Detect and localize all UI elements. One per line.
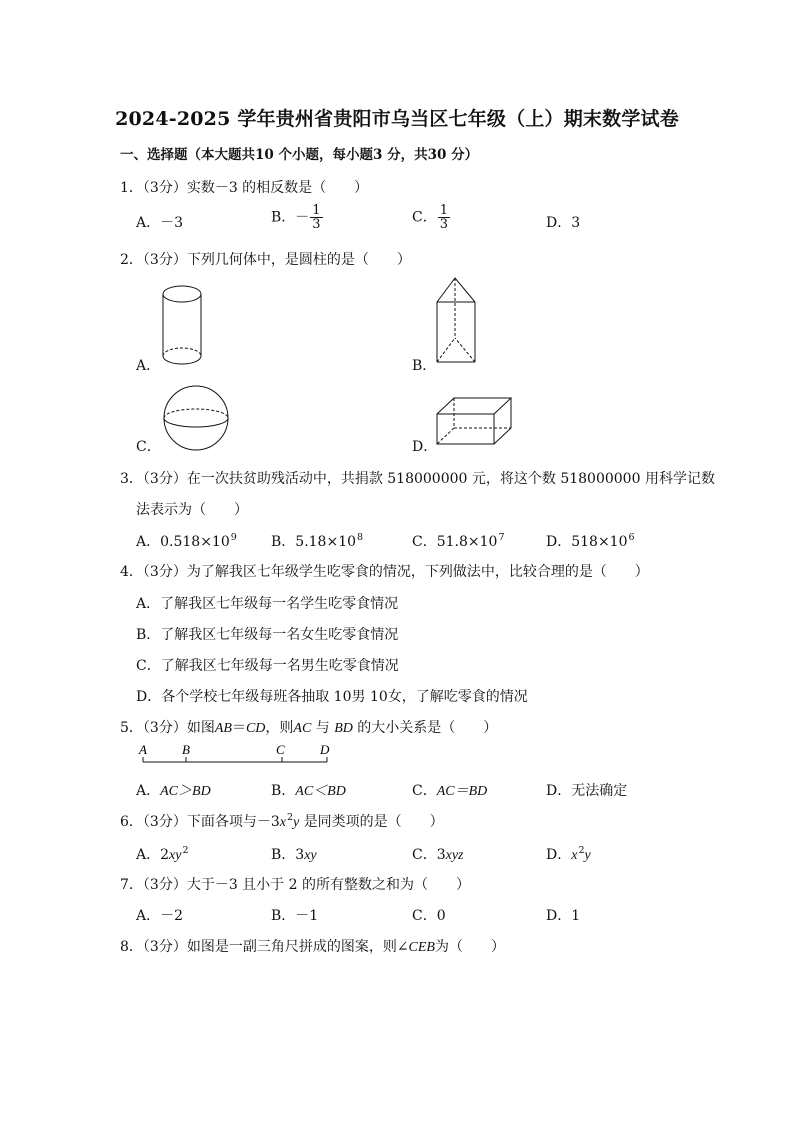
q5-c-math: AC＝BD [436, 784, 488, 799]
q4-option-a: A．了解我区七年级每一名学生吃零食情况 [136, 596, 399, 612]
q6-var-y: y [293, 815, 300, 830]
q5-option-c [412, 780, 487, 800]
q5-option-d: D．无法确定 [546, 783, 628, 799]
q1-option-d: D．3 [546, 215, 581, 231]
q6-d-var-y: y [584, 848, 591, 863]
q3-b-exponent: 8 [357, 532, 364, 543]
q6-d-exponent: 2 [578, 845, 585, 856]
question-3-stem-line-2: 法表示为（ ） [136, 502, 248, 518]
q2-option-d: D． [412, 439, 438, 455]
q5-equals: ＝ [231, 720, 246, 736]
question-2-stem: 2．（3分）下列几何体中，是圆柱的是（ ） [120, 252, 411, 268]
page-title: 2024-2025 学年贵州省贵阳市乌当区七年级（上）期末数学试卷 [115, 108, 679, 130]
cuboid-figure [434, 394, 514, 450]
q3-a-base: A．0.518×10 [136, 534, 230, 550]
q6-b-var: xy [304, 848, 317, 863]
question-7-stem: 7．（3分）大于－3 且小于 2 的所有整数之和为（ ） [120, 877, 470, 893]
point-label-a: A [139, 742, 147, 757]
q6-c-var: xyz [445, 848, 464, 863]
q6-var-x: x [279, 815, 286, 830]
q6-b-coef: B．3 [271, 847, 305, 863]
q5-option-b [271, 780, 346, 800]
q5-segment-bd: BD [334, 721, 353, 736]
q5-segment-cd: CD [245, 721, 266, 736]
cylinder-figure [158, 282, 206, 368]
q5-and: 与 [311, 720, 335, 736]
point-label-d: D [320, 742, 330, 757]
q1-option-c [412, 204, 450, 231]
q3-c-exponent: 7 [498, 532, 505, 543]
q2-option-a: A． [136, 358, 161, 374]
q6-option-b [271, 844, 317, 864]
q3-option-a [136, 531, 237, 551]
q1-option-b-fraction [310, 204, 322, 231]
q6-stem-prefix: 6．（3分）下面各项与－3 [120, 814, 280, 830]
q5-stem-mid: ，则 [265, 720, 294, 736]
q6-option-c [412, 844, 464, 864]
q3-b-base: B．5.18×10 [271, 534, 357, 550]
question-6-stem [120, 811, 444, 831]
q4-option-d: D．各个学校七年级每班各抽取 10男 10女，了解吃零食的情况 [136, 689, 528, 705]
section-heading: 一、选择题（本大题共10 个小题，每小题3 分，共30 分） [120, 147, 479, 163]
question-5-stem [120, 717, 497, 737]
q5-stem-prefix: 5．（3分）如图 [120, 720, 215, 736]
q6-exponent: 2 [286, 812, 293, 823]
q7-option-b: B．－1 [271, 908, 319, 924]
q2-option-b: B． [412, 358, 437, 374]
q4-option-c: C．了解我区七年级每一名男生吃零食情况 [136, 658, 399, 674]
q7-option-c: C．0 [412, 908, 446, 924]
q6-a-var: xy [169, 848, 182, 863]
question-4-stem: 4．（3分）为了解我区七年级学生吃零食的情况，下列做法中，比较合理的是（ ） [120, 564, 649, 580]
q3-option-d [546, 531, 635, 551]
q6-option-a [136, 844, 189, 864]
q5-b-prefix: B． [271, 783, 296, 799]
q3-c-base: C．51.8×10 [412, 534, 498, 550]
q6-a-coef: A．2 [136, 847, 170, 863]
q5-b-math: AC＜BD [295, 784, 346, 799]
question-8-stem [120, 936, 505, 956]
fraction-denominator: 3 [312, 217, 321, 232]
q6-d-prefix: D． [546, 847, 572, 863]
point-label-b: B [182, 742, 190, 757]
q3-option-b [271, 531, 363, 551]
q1-option-c-prefix: C． [412, 209, 437, 226]
q8-angle-name: CEB [408, 940, 435, 955]
line-segment-figure [134, 742, 344, 768]
q6-d-var-x: x [571, 848, 578, 863]
q1-option-b-prefix: B．－ [271, 209, 310, 226]
q6-option-d [546, 844, 591, 864]
q5-a-prefix: A． [136, 783, 161, 799]
q7-option-a: A．－2 [136, 908, 184, 924]
sphere-figure [160, 382, 232, 454]
q3-option-c [412, 531, 504, 551]
q4-option-b: B．了解我区七年级每一名女生吃零食情况 [136, 627, 399, 643]
q5-option-a [136, 780, 211, 800]
q8-stem-suffix: 为（ ） [435, 939, 505, 955]
q8-stem-prefix: 8．（3分）如图是一副三角尺拼成的图案，则∠ [120, 939, 409, 955]
q5-c-prefix: C． [412, 783, 437, 799]
q6-a-exponent: 2 [182, 845, 189, 856]
q2-option-c: C． [136, 439, 161, 455]
q1-option-c-fraction [438, 204, 450, 231]
q3-d-exponent: 6 [628, 532, 635, 543]
q3-d-base: D．518×10 [546, 534, 628, 550]
triangular-prism-figure [432, 274, 482, 370]
q5-segment-ac: AC [293, 721, 312, 736]
fraction-numerator: 1 [439, 203, 448, 218]
fraction-numerator: 1 [312, 203, 321, 218]
q5-stem-suffix: 的大小关系是（ ） [352, 720, 498, 736]
point-label-c: C [276, 742, 285, 757]
question-3-stem-line-1: 3．（3分）在一次扶贫助残活动中，共捐款 518000000 元，将这个数 518000000 用科学记数 [120, 471, 715, 487]
q6-c-coef: C．3 [412, 847, 446, 863]
q5-segment-ab: AB [214, 721, 232, 736]
q7-option-d: D．1 [546, 908, 581, 924]
q5-a-math: AC＞BD [160, 784, 211, 799]
q1-option-b [271, 204, 323, 231]
q6-stem-suffix: 是同类项的是（ ） [299, 814, 444, 830]
q3-a-exponent: 9 [230, 532, 237, 543]
question-1-stem: 1．（3分）实数－3 的相反数是（ ） [120, 180, 369, 196]
q1-option-a: A．－3 [136, 215, 184, 231]
fraction-denominator: 3 [439, 217, 448, 232]
